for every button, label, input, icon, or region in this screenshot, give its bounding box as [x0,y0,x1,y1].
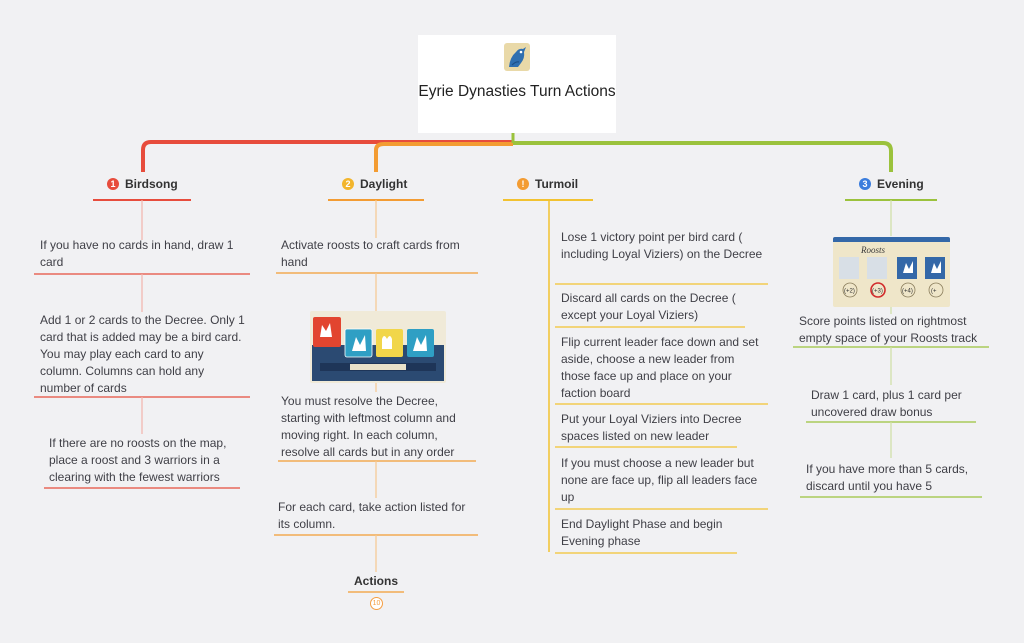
topic-node[interactable]: If you must choose a new leader but none are face up, flip all leaders face up [561,456,758,504]
subtopic-label: Actions [354,574,399,588]
priority-2-icon: 2 [342,178,354,190]
topic-node[interactable]: Score points listed on rightmost empty space of your Roosts track [799,314,978,345]
roosts-track-image [833,237,950,307]
eyrie-bird-icon [504,43,530,71]
branch-label: Birdsong [125,177,178,191]
subtopic-actions[interactable] [354,574,398,588]
roost-score: (+2) [844,288,855,295]
page-title: Eyrie Dynasties Turn Actions [418,83,616,100]
priority-3-icon: 3 [859,178,871,190]
branch-evening[interactable] [859,177,924,191]
topic-node[interactable]: For each card, take action listed for its column. [278,500,466,531]
branch-daylight[interactable] [342,177,407,191]
branch-birdsong[interactable] [107,177,178,191]
collapsed-count-badge[interactable]: 10 [370,597,383,610]
branch-label: Evening [877,177,924,191]
topic-node[interactable]: If you have more than 5 cards, discard until you have 5 [806,462,969,493]
alert-icon: ! [517,178,529,190]
topic-node[interactable]: End Daylight Phase and begin Evening phase [561,517,723,548]
roosts-title: Roosts [861,245,886,255]
branch-label: Turmoil [535,177,579,191]
topic-node[interactable]: If there are no roosts on the map, place a roost and 3 warriors in a clearing with the fewest warriors [49,436,227,484]
topic-node[interactable]: You must resolve the Decree, starting with leftmost column and moving right. In each column, resolve all cards but in any order [281,394,456,459]
topic-node[interactable]: Lose 1 victory point per bird card ( including Loyal Viziers) on the Decree [561,230,763,261]
topic-node[interactable]: Flip current leader face down and set aside, choose a new leader from those face up and place on your faction board [561,335,759,400]
topic-node[interactable]: Draw 1 card, plus 1 card per uncovered draw bonus [811,388,962,419]
topic-node[interactable]: Discard all cards on the Decree ( except your Loyal Viziers) [561,291,736,322]
roost-score: (+4) [902,288,913,295]
priority-1-icon: 1 [107,178,119,190]
decree-cards-image [310,311,446,383]
topic-node[interactable]: Put your Loyal Viziers into Decree spaces listed on new leader [561,412,742,443]
roost-score: (+3) [872,288,883,295]
branch-label: Daylight [360,177,408,191]
roost-score: (+ [931,288,937,295]
topic-node[interactable]: If you have no cards in hand, draw 1 card [40,238,234,269]
topic-node[interactable]: Add 1 or 2 cards to the Decree. Only 1 card that is added may be a bird card. You may play each card to any column. Columns can hold any number of cards [40,313,245,395]
root-topic[interactable] [418,35,616,133]
topic-node[interactable]: Activate roosts to craft cards from hand [281,238,460,269]
branch-turmoil[interactable] [517,177,578,191]
